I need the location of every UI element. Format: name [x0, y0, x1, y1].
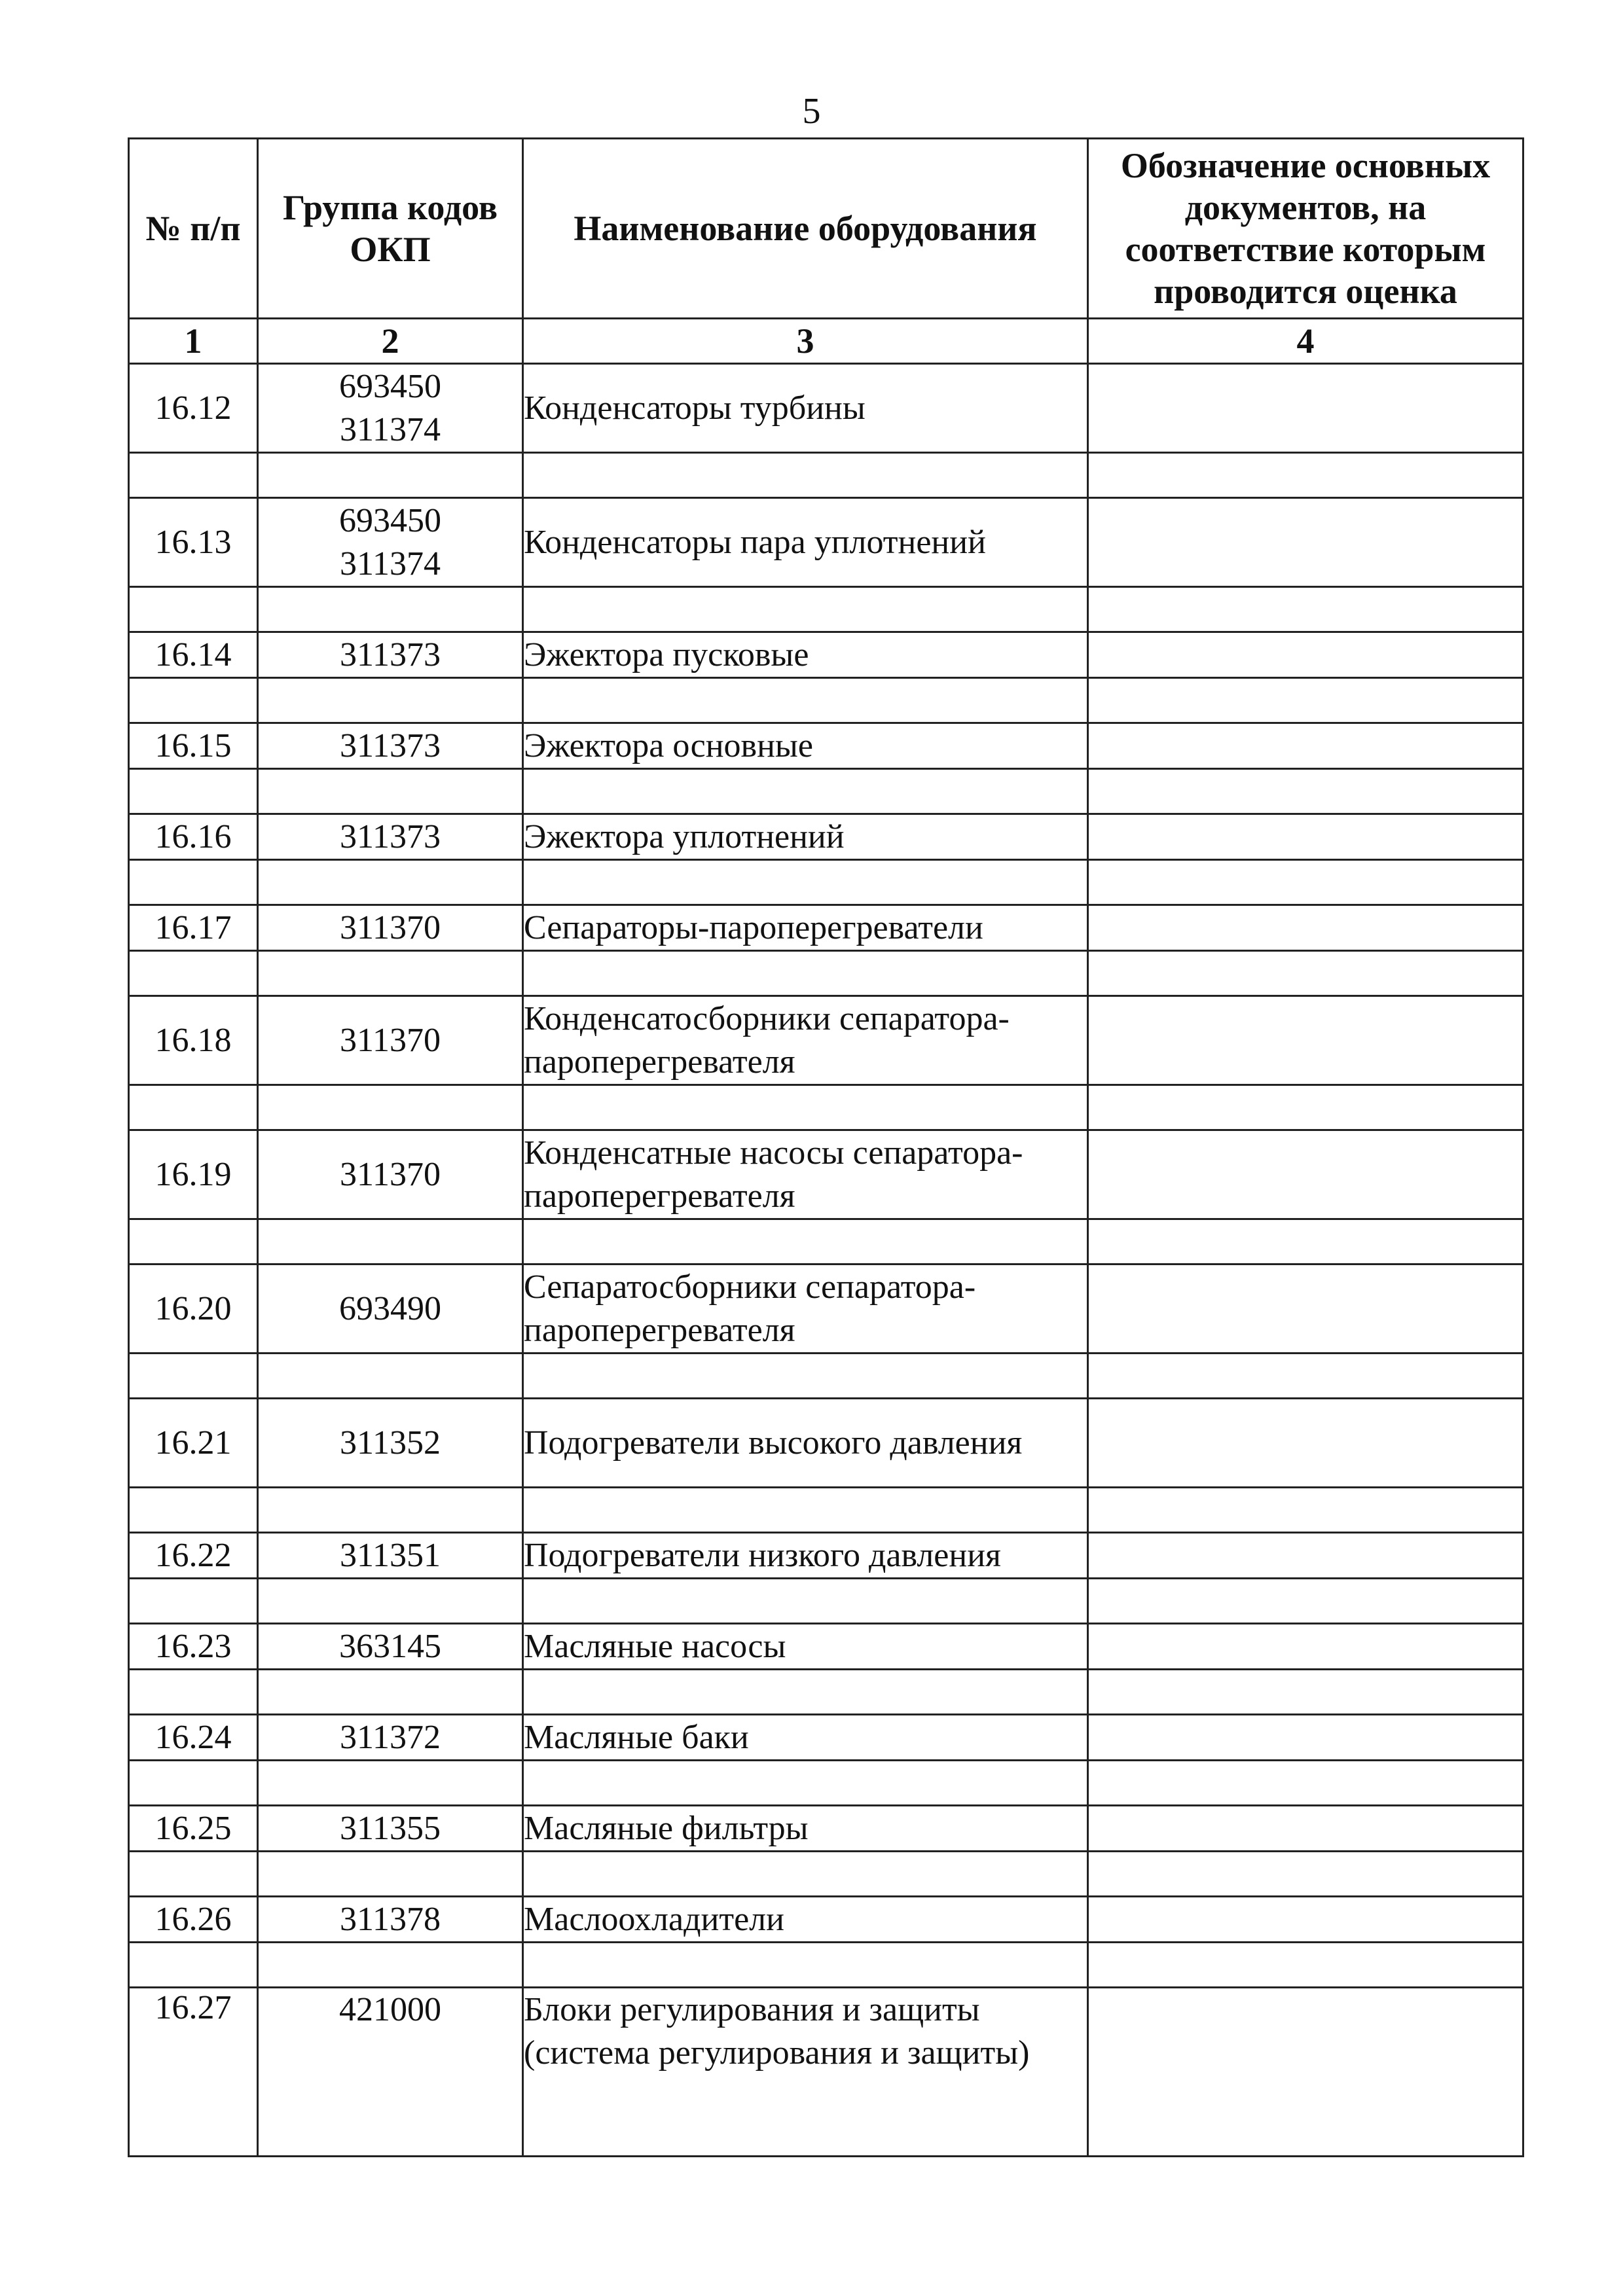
table-row	[129, 364, 1523, 453]
documents-cell	[1088, 1533, 1523, 1579]
row-number: 16.21	[129, 1399, 258, 1488]
okp-code: 693450	[339, 367, 441, 405]
equipment-name: Конденсатные насосы сепаратора-пароперегревателя	[523, 1130, 1088, 1219]
equipment-name: Эжектора уплотнений	[523, 814, 1088, 860]
documents-cell	[1088, 1624, 1523, 1670]
row-number: 16.17	[129, 905, 258, 951]
okp-code: 311373	[258, 814, 523, 860]
table-row	[129, 1265, 1523, 1354]
okp-code: 311370	[258, 905, 523, 951]
documents-cell	[1088, 1265, 1523, 1354]
spacer-row	[129, 1761, 1523, 1806]
documents-cell	[1088, 1897, 1523, 1943]
documents-cell	[1088, 498, 1523, 587]
equipment-table	[128, 137, 1524, 2157]
table-row	[129, 1897, 1523, 1943]
okp-code: 311378	[258, 1897, 523, 1943]
row-number: 16.16	[129, 814, 258, 860]
equipment-name: Подогреватели высокого давления	[523, 1399, 1088, 1488]
equipment-name: Подогреватели низкого давления	[523, 1533, 1088, 1579]
spacer-row	[129, 1852, 1523, 1897]
equipment-name: Масляные баки	[523, 1715, 1088, 1761]
spacer-row	[129, 1488, 1523, 1533]
okp-code: 311352	[258, 1399, 523, 1488]
header-num: № п/п	[129, 139, 258, 319]
equipment-name: Сепараторы-пароперегреватели	[523, 905, 1088, 951]
documents-cell	[1088, 364, 1523, 453]
column-number: 2	[258, 319, 523, 364]
spacer-row	[129, 1670, 1523, 1715]
documents-cell	[1088, 905, 1523, 951]
column-number-row	[129, 319, 1523, 364]
row-number: 16.14	[129, 632, 258, 678]
okp-code: 311370	[258, 1130, 523, 1219]
okp-code: 311372	[258, 1715, 523, 1761]
equipment-name: Конденсаторы пара уплотнений	[523, 498, 1088, 587]
row-number: 16.15	[129, 723, 258, 769]
table-row	[129, 1988, 1523, 2157]
table-row	[129, 498, 1523, 587]
okp-code: 311373	[258, 632, 523, 678]
table-row	[129, 905, 1523, 951]
documents-cell	[1088, 1988, 1523, 2157]
okp-code: 311351	[258, 1533, 523, 1579]
header-documents: Обозначение основных документов, на соответствие которым проводится оценка	[1088, 139, 1523, 319]
table-row	[129, 996, 1523, 1085]
spacer-row	[129, 1943, 1523, 1988]
equipment-name: Эжектора основные	[523, 723, 1088, 769]
column-number: 4	[1088, 319, 1523, 364]
equipment-name: Эжектора пусковые	[523, 632, 1088, 678]
spacer-row	[129, 1579, 1523, 1624]
row-number: 16.24	[129, 1715, 258, 1761]
row-number: 16.19	[129, 1130, 258, 1219]
table-row	[129, 1399, 1523, 1488]
row-number: 16.18	[129, 996, 258, 1085]
equipment-name: Конденсатосборники сепаратора-пароперегревателя	[523, 996, 1088, 1085]
page-number: 5	[802, 91, 821, 132]
row-number: 16.23	[129, 1624, 258, 1670]
documents-cell	[1088, 1399, 1523, 1488]
header-equipment-name: Наименование оборудования	[523, 139, 1088, 319]
spacer-row	[129, 860, 1523, 905]
table-row	[129, 1624, 1523, 1670]
equipment-name: Сепаратосборники сепаратора-пароперегревателя	[523, 1265, 1088, 1354]
column-number: 1	[129, 319, 258, 364]
documents-cell	[1088, 814, 1523, 860]
row-number: 16.12	[129, 364, 258, 453]
equipment-name: Маслоохладители	[523, 1897, 1088, 1943]
okp-code: 311355	[258, 1806, 523, 1852]
okp-code: 311374	[339, 410, 441, 448]
okp-code: 693490	[258, 1265, 523, 1354]
equipment-name: Конденсаторы турбины	[523, 364, 1088, 453]
column-number: 3	[523, 319, 1088, 364]
spacer-row	[129, 453, 1523, 498]
okp-codes	[258, 364, 523, 453]
spacer-row	[129, 951, 1523, 996]
documents-cell	[1088, 1806, 1523, 1852]
table-row	[129, 814, 1523, 860]
spacer-row	[129, 1085, 1523, 1130]
header-okp-codes: Группа кодов ОКП	[258, 139, 523, 319]
table-row	[129, 1715, 1523, 1761]
table-row	[129, 1533, 1523, 1579]
row-number: 16.26	[129, 1897, 258, 1943]
table-row	[129, 723, 1523, 769]
table-row	[129, 1130, 1523, 1219]
okp-code: 311370	[258, 996, 523, 1085]
row-number: 16.20	[129, 1265, 258, 1354]
spacer-row	[129, 1354, 1523, 1399]
okp-code: 311374	[339, 545, 441, 583]
header-row	[129, 139, 1523, 319]
row-number: 16.27	[129, 1988, 258, 2157]
spacer-row	[129, 587, 1523, 632]
spacer-row	[129, 678, 1523, 723]
table-row	[129, 1806, 1523, 1852]
documents-cell	[1088, 723, 1523, 769]
documents-cell	[1088, 1130, 1523, 1219]
row-number: 16.25	[129, 1806, 258, 1852]
spacer-row	[129, 769, 1523, 814]
equipment-name: Блоки регулирования и защиты (система регулирования и защиты)	[523, 1988, 1088, 2157]
row-number: 16.22	[129, 1533, 258, 1579]
okp-codes	[258, 498, 523, 587]
okp-code: 693450	[339, 501, 441, 539]
row-number: 16.13	[129, 498, 258, 587]
documents-cell	[1088, 1715, 1523, 1761]
okp-code: 421000	[258, 1988, 523, 2157]
equipment-name: Масляные насосы	[523, 1624, 1088, 1670]
okp-code: 311373	[258, 723, 523, 769]
spacer-row	[129, 1219, 1523, 1265]
documents-cell	[1088, 632, 1523, 678]
table-row	[129, 632, 1523, 678]
equipment-name: Масляные фильтры	[523, 1806, 1088, 1852]
okp-code: 363145	[258, 1624, 523, 1670]
documents-cell	[1088, 996, 1523, 1085]
